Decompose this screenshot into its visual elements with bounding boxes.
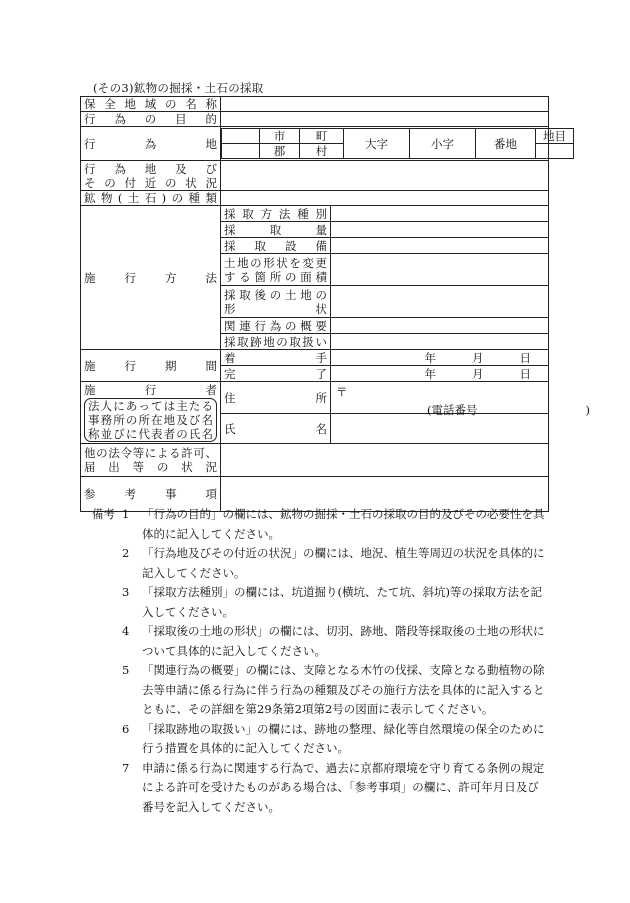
note-item (92, 720, 554, 759)
label-period-start: 着手 (221, 350, 331, 366)
note-text (142, 544, 554, 583)
note-item (92, 583, 554, 622)
label-method-related: 関連行為の概要 (221, 318, 331, 334)
note-line: 行う措置を具体的に記入してください。 (142, 741, 349, 755)
note-item (92, 661, 554, 720)
label-site-status-line2: その付近の状況 (84, 175, 217, 190)
location-parts (221, 128, 574, 159)
row-method-type (81, 206, 549, 222)
field-method-volume[interactable] (331, 222, 549, 238)
note-line: ともに、その詳細を第29条第2項第2号の図面に表示してください。 (142, 702, 494, 716)
notes-label-spacer (92, 759, 122, 818)
label-method-shape-line2: 形状 (224, 301, 327, 316)
label-mineral-type: 鉱物(土石)の種類 (81, 191, 221, 206)
executor-note-line2: 事務所の所在地及び名 (88, 413, 213, 427)
note-line: 去等申請に係る行為に伴う行為の種類及びその施行方法を具体的に記入すると (142, 682, 545, 697)
application-form-table (80, 96, 590, 512)
note-line: による許可を受けたものがある場合は、「参考事項」の欄に、許可年月日及び (142, 780, 539, 794)
field-method-shape[interactable] (331, 286, 549, 318)
label-period-end: 完了 (221, 366, 331, 382)
form-heading: (その3)鉱物の掘採・土石の採取 (93, 81, 264, 95)
label-executor (81, 382, 221, 444)
label-method-area-line2: する箇所の面積 (224, 269, 327, 284)
location-koaza: 小字 (410, 129, 476, 159)
note-number: 4 (122, 624, 130, 638)
notes-section (92, 505, 554, 817)
note-line: 「採取方法種別」の欄には、坑道掘り(横坑、たて坑、斜坑)等の採取方法を記 (142, 585, 542, 599)
note-number: 1 (122, 507, 130, 521)
field-method-site-handling[interactable] (331, 334, 549, 350)
location-oaza: 大字 (344, 129, 410, 159)
label-site-status (81, 161, 221, 191)
field-period-start[interactable] (331, 350, 549, 366)
label-method-area-line1: 土地の形状を変更 (224, 255, 327, 270)
label-method: 施行方法 (81, 206, 221, 350)
note-text (142, 583, 554, 622)
field-method-equipment[interactable] (331, 238, 549, 254)
executor-note-line1: 法人にあっては主たる (88, 399, 213, 413)
row-executor-address (81, 382, 549, 414)
executor-note-line3: 称並びに代表者の氏名 (88, 427, 213, 441)
note-number: 7 (122, 760, 130, 775)
label-name: 氏名 (221, 414, 331, 444)
note-line: 記入してください。 (142, 565, 246, 580)
notes-label-spacer (92, 622, 122, 661)
note-line: 「行為地及びその付近の状況」の欄には、地況、植生等周辺の状況を具体的に (142, 546, 545, 560)
postal-mark: 〒 (336, 385, 348, 399)
location-village: 村 (300, 144, 344, 159)
row-period-start (81, 350, 549, 366)
note-number: 6 (122, 721, 130, 736)
row-location (81, 127, 549, 161)
note-line: 番号を記入してください。 (142, 799, 280, 814)
note-line: 申請に係る行為に関連する行為で、過去に京都府環境を守り育てる条例の規定 (142, 760, 545, 775)
note-item (92, 759, 554, 818)
label-reference: 参考事項 (81, 477, 221, 512)
note-line: ついて具体的に記入してください。 (142, 643, 326, 658)
label-method-equipment: 採取設備 (221, 238, 331, 254)
note-number: 3 (122, 585, 130, 599)
label-permits-line2: 届出等の状況 (84, 460, 217, 474)
note-line: 「採取跡地の取扱い」の欄には、跡地の整理、緑化等自然環境の保全のために (142, 721, 545, 736)
note-line: 「採取後の土地の形状」の欄には、切羽、跡地、階段等採取後の土地の形状に (142, 624, 545, 638)
label-address: 住所 (221, 382, 331, 414)
field-method-area[interactable] (331, 254, 549, 286)
label-location: 行為地 (81, 127, 221, 161)
row-permits (81, 444, 549, 477)
note-item (92, 544, 554, 583)
note-text (142, 720, 554, 759)
row-purpose (81, 112, 549, 127)
note-text (142, 661, 554, 720)
field-address[interactable] (331, 382, 590, 417)
label-method-volume: 採取量 (221, 222, 331, 238)
unit-year: 年 (424, 350, 436, 365)
field-mineral-type[interactable] (221, 191, 549, 206)
location-town: 町 (300, 129, 344, 144)
notes-label-spacer (92, 720, 122, 759)
label-method-site-handling: 採取跡地の取扱い (221, 334, 331, 350)
label-method-type: 採取方法種別 (221, 206, 331, 222)
label-method-shape-line1: 採取後の土地の (224, 287, 327, 302)
note-number: 5 (122, 663, 130, 677)
phone-label-text: (電話番号 (427, 403, 478, 417)
unit-day: 日 (519, 366, 531, 381)
note-text (142, 622, 554, 661)
field-purpose[interactable] (221, 112, 549, 127)
row-site-status (81, 161, 549, 191)
unit-month: 月 (472, 366, 484, 381)
unit-year: 年 (424, 366, 436, 381)
field-period-end[interactable] (331, 366, 549, 382)
label-period: 施行期間 (81, 350, 221, 382)
label-method-shape (221, 286, 331, 318)
label-permits (81, 444, 221, 477)
label-site-status-line1: 行為地及び (84, 161, 217, 176)
field-site-status[interactable] (221, 161, 549, 191)
label-conservation-area: 保全地域の名称 (81, 97, 221, 112)
field-method-related[interactable] (331, 318, 549, 334)
note-item (92, 505, 554, 544)
field-conservation-area[interactable] (221, 97, 549, 112)
label-method-area (221, 254, 331, 286)
note-text (142, 759, 554, 818)
notes-label: 備考 (92, 507, 115, 521)
notes-label-spacer (92, 544, 122, 583)
phone-close-paren: ) (585, 403, 590, 417)
field-method-type[interactable] (331, 206, 549, 222)
label-executor-title: 施行者 (84, 383, 217, 397)
row-conservation-area (81, 97, 549, 112)
phone-number-label (427, 403, 590, 417)
note-line: 体的に記入してください。 (142, 526, 280, 541)
note-item (92, 622, 554, 661)
field-name[interactable] (331, 414, 549, 444)
executor-note-bracket (84, 398, 217, 442)
location-banchi: 番地 (476, 129, 536, 159)
label-purpose: 行為の目的 (81, 112, 221, 127)
notes-label-spacer (92, 583, 122, 622)
location-chimoku: 地目 (536, 129, 574, 144)
label-permits-line1: 他の法令等による許可、 (84, 446, 217, 460)
note-line: 「関連行為の概要」の欄には、支障となる木竹の伐採、支障となる動植物の除 (142, 663, 545, 677)
location-city: 市 (260, 129, 300, 144)
field-permits[interactable] (221, 444, 549, 477)
unit-day: 日 (519, 350, 531, 365)
location-county: 郡 (260, 144, 300, 159)
unit-month: 月 (472, 350, 484, 365)
note-line: 「行為の目的」の欄には、鉱物の掘採・土石の採取の目的及びその必要性を具 (142, 507, 545, 521)
note-number: 2 (122, 546, 130, 560)
note-line: 入してください。 (142, 604, 234, 619)
row-mineral-type (81, 191, 549, 206)
field-location[interactable] (221, 127, 566, 161)
note-text (142, 505, 554, 544)
notes-label-spacer (92, 661, 122, 720)
